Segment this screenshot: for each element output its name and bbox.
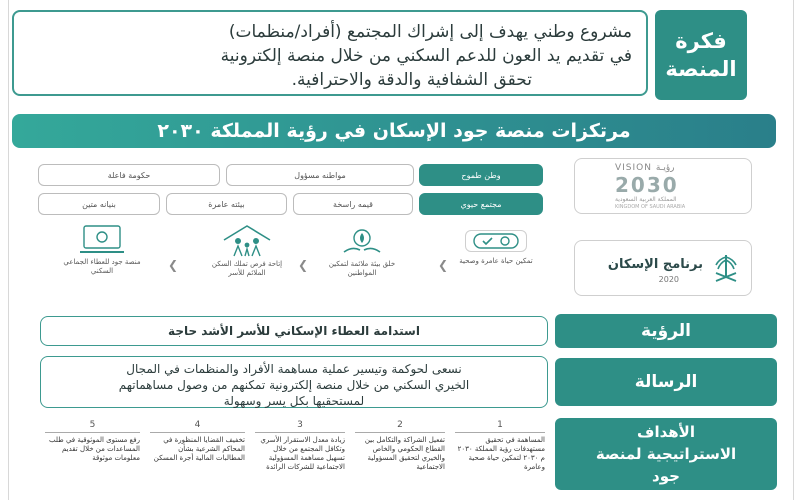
goal-text: المساهمة في تحقيق مستهدفات رؤية المملكة ٢٠٣٠ م ٢٠٣٠ لتمكين حياة صحية وعامرة	[457, 436, 545, 471]
goal-number: 3	[297, 420, 303, 430]
pill-responsible-citizen: مواطنه مسؤول	[226, 164, 414, 186]
pill-thriving-environment: بيئته عامرة	[166, 193, 287, 215]
idea-label: فكرة المنصة	[655, 10, 747, 100]
goal-number: 4	[194, 420, 201, 430]
goal-1	[455, 420, 545, 472]
vision-2030-logo	[574, 158, 752, 214]
pill-solid-structure: بنيانه متين	[38, 193, 160, 215]
pillars-banner: مرتكزات منصة جود الإسكان في رؤية المملكة ٢٠٣٠	[12, 114, 776, 148]
goal-text: رفع مستوى الموثوقية في طلب المساعدات من خلال تقديم معلومات موثوقة	[48, 436, 140, 462]
goal-2	[355, 420, 445, 472]
platform-device-icon	[78, 224, 126, 256]
arrow-icon-1: ❮	[438, 258, 449, 272]
family-house-icon	[220, 224, 274, 258]
vision-logo-title: VISION رؤيـة	[615, 163, 675, 173]
mission-line-2: الخيري السكني من خلال منصة إلكترونية تمكنهم من وصول مساهماتهم	[118, 378, 470, 392]
goal-text: تفعيل الشراكة والتكامل بين القطاع الحكومي والخاص والخيري لتحقيق المسؤولية الاجتماعية	[364, 436, 445, 471]
goal-text: تخفيف القضايا المنظورة في المحاكم الشرعية بشأن المطالبات المالية أجرة المسكن	[153, 436, 245, 462]
caption-jood-platform: منصة جود للعطاء الجماعي السكني	[63, 258, 141, 275]
palm-swords-emblem-icon	[711, 251, 741, 285]
pill-effective-government: حكومة فاعلة	[38, 164, 220, 186]
mission-line-1: نسعى لحوكمة وتيسير عملية مساهمة الأفراد والمنظمات في المجال	[126, 362, 462, 376]
goal-divider	[150, 432, 245, 433]
mission-label: الرسالة	[555, 358, 777, 406]
idea-text-box	[12, 10, 648, 96]
idea-line-1: مشروع وطني يهدف إلى إشراك المجتمع (أفراد/منظمات)	[228, 22, 632, 42]
mission-line-3: لمستحقيها بكل يسر وسهولة	[223, 394, 365, 408]
idea-line-2: في تقديم يد العون للدعم السكني من خلال منصة إلكترونية	[220, 46, 632, 66]
goal-number: 2	[397, 420, 403, 430]
goal-divider	[255, 432, 345, 433]
pill-ambitious-nation: وطن طموح	[419, 164, 543, 186]
idea-line-3: تحقق الشفافية والدقة والاحترافية.	[291, 70, 532, 90]
goal-number: 5	[89, 420, 96, 430]
housing-logo-year: 2020	[658, 275, 679, 284]
goal-divider	[355, 432, 445, 433]
icon-card-healthy-life	[465, 230, 527, 252]
goal-divider	[45, 432, 140, 433]
goal-4	[150, 420, 245, 463]
vision-label: الرؤية	[555, 314, 777, 348]
pill-vibrant-society: مجتمع حيوي	[419, 193, 543, 215]
pill-strong-values: قيمه راسخة	[293, 193, 413, 215]
caption-home-ownership: إتاحة فرص تملك السكن الملائم للأسر	[211, 260, 283, 277]
goals-label: الأهداف الاستراتيجية لمنصة جود	[555, 418, 777, 490]
arrow-icon-3: ❮	[168, 258, 179, 272]
hands-leaf-icon	[340, 228, 384, 258]
vision-logo-sub2: KINGDOM OF SAUDI ARABIA	[615, 204, 686, 210]
goal-5	[45, 420, 140, 463]
vision-logo-sub: المملكة العربية السعودية	[615, 196, 677, 203]
caption-healthy-life: تمكين حياة عامرة وصحية	[459, 257, 533, 265]
housing-program-logo	[574, 240, 752, 296]
caption-suitable-environment: خلق بيئة ملائمة لتمكين المواطنين	[328, 260, 396, 277]
goal-3	[255, 420, 345, 472]
vision-text: استدامة العطاء الإسكاني للأسر الأشد حاجة	[40, 316, 548, 346]
goal-number: 1	[497, 420, 503, 430]
arrow-icon-2: ❮	[298, 258, 309, 272]
goal-text: زيادة معدل الاستقرار الأسري وتكافل المجتمع من خلال تسهيل مساهمة المسؤولية الاجتماعية للشركات الرائدة	[260, 436, 345, 471]
goal-divider	[455, 432, 545, 433]
vision-logo-year: 2030	[615, 173, 679, 197]
housing-logo-title: برنامج الإسكان	[607, 257, 703, 272]
check-heart-icon	[473, 233, 519, 249]
mission-text-box	[40, 356, 548, 408]
